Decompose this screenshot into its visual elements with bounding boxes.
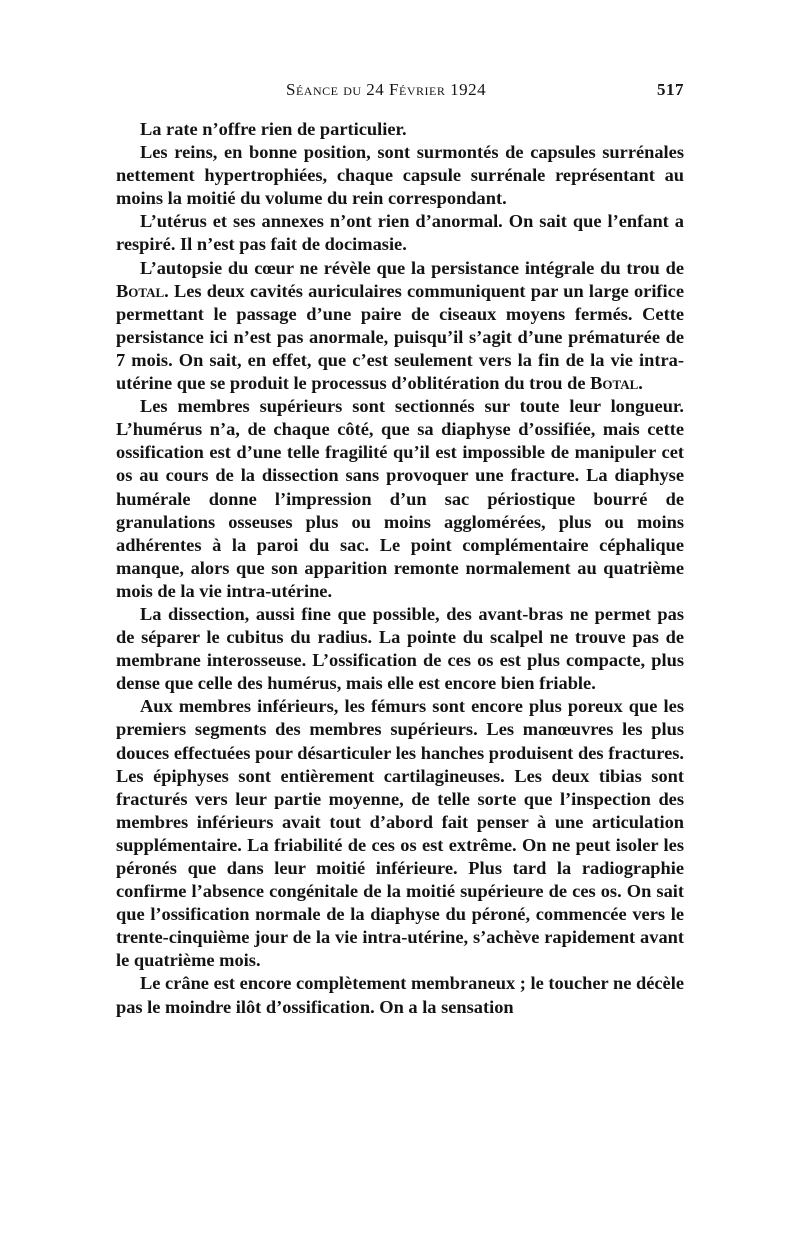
body-text	[116, 118, 684, 1019]
paragraph-heart-text-1: L’autopsie du cœur ne révèle que la persistance intégrale du trou de	[140, 257, 684, 278]
proper-name-botal: Botal	[590, 373, 639, 394]
proper-name-botal: Botal	[116, 280, 165, 301]
page-number: 517	[657, 80, 684, 99]
paragraph-heart	[116, 257, 684, 396]
paragraph-lower-limbs: Aux membres inférieurs, les fémurs sont encore plus poreux que les premiers segments des membres supérieurs. Les manœuvres les plus douces effectuées pour désarticuler les hanches produisent des fractures. Les épiphyses sont entièrement cartilagineuses. Les deux tibias sont fracturés vers leur partie moyenne, de telle sorte que l’inspection des membres inférieurs avait tout d’abord fait penser à une articulation supplémentaire. La friabilité de ces os est extrême. On ne peut isoler les péronés que dans leur moitié inférieure. Plus tard la radiographie confirme l’absence congénitale de la moitié supérieure de ces os. On sait que l’ossification normale de la diaphyse du péroné, commencée vers le trente-cinquième jour de la vie intra-utérine, s’achève rapidement avant le quatrième mois.	[116, 696, 684, 971]
paragraph-spleen: La rate n’offre rien de particulier.	[140, 119, 407, 139]
paragraph-heart-text-2: . Les deux cavités auriculaires communiquent par un large orifice permettant le passage d’une paire de ciseaux moyens fermés. Cette persistance ici n’est pas anormale, puisqu’il s’agit d’une prématurée de 7 mois. On sait, en effet, que c’est seulement vers la fin de la vie intra-utérine que se produit le processus d’oblitération du trou de	[116, 280, 684, 394]
paragraph-uterus: L’utérus et ses annexes n’ont rien d’anormal. On sait que l’enfant a respiré. Il n’est pas fait de docimasie.	[116, 211, 684, 255]
running-title: Séance du 24 Février 1924	[286, 80, 487, 99]
paragraph-heart-text-3: .	[638, 373, 643, 394]
running-header	[118, 76, 684, 106]
paragraph-skull: Le crâne est encore complètement membraneux ; le toucher ne décèle pas le moindre ilôt d’ossification. On a la sensation	[116, 973, 684, 1017]
paragraph-upper-limbs: Les membres supérieurs sont sectionnés sur toute leur longueur. L’humérus n’a, de chaque côté, que sa diaphyse d’ossifiée, mais cette ossification est d’une telle fragilité qu’il est impossible de manipuler cet os au cours de la dissection sans provoquer une fracture. La diaphyse humérale donne l’impression d’un sac périostique bourré de granulations osseuses plus ou moins agglomérées, plus ou moins adhérentes à la paroi du sac. Le point complémentaire céphalique manque, alors que son apparition remonte normalement au quatrième mois de la vie intra-utérine.	[116, 396, 684, 601]
paragraph-forearms: La dissection, aussi fine que possible, des avant-bras ne permet pas de séparer le cubitus du radius. La pointe du scalpel ne trouve pas de membrane interosseuse. L’ossification de ces os est plus compacte, plus dense que celle des humérus, mais elle est encore bien friable.	[116, 603, 684, 694]
paragraph-kidneys: Les reins, en bonne position, sont surmontés de capsules surrénales nettement hypertrophiées, chaque capsule surrénale représentant au moins la moitié du volume du rein correspondant.	[116, 142, 684, 209]
